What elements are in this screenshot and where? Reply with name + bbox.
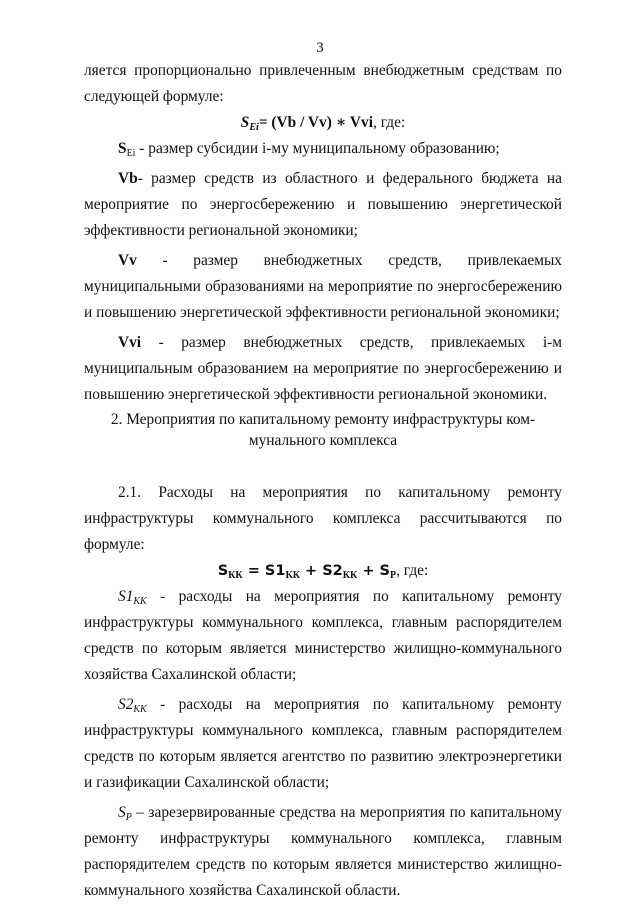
formula-lhs: S bbox=[240, 114, 250, 131]
definition-vb bbox=[84, 166, 562, 244]
section-heading bbox=[84, 409, 562, 451]
formula-expression: = (Vb / Vv) ∗ Vvi bbox=[258, 114, 373, 131]
definition-s1kk bbox=[84, 584, 562, 688]
formula2-lhs: S bbox=[217, 563, 229, 579]
definition-sei bbox=[84, 136, 562, 162]
definition-vv bbox=[84, 248, 562, 326]
definition-term: S bbox=[118, 804, 126, 821]
page-number: 3 bbox=[316, 40, 324, 56]
definition-vvi bbox=[84, 330, 562, 408]
expenses-formula bbox=[84, 558, 562, 584]
definition-term-subscript: КК bbox=[133, 704, 147, 715]
formula2-term1: S1 bbox=[264, 563, 286, 579]
definition-sp bbox=[84, 800, 562, 904]
definition-term: Vv bbox=[118, 252, 137, 269]
definition-text: - размер внебюджетных средств, привлекаемых i-м муниципальным образованием на мероприятие по энергосбережению и повышению энергетической эффективности региональной экономики. bbox=[84, 334, 562, 403]
definition-term-subscript: Ei bbox=[126, 148, 136, 159]
definition-term: S2 bbox=[118, 696, 134, 713]
definition-text: - размер субсидии i-му муниципальному образованию; bbox=[135, 140, 500, 157]
definition-term: Vb bbox=[118, 170, 138, 187]
definition-term: S1 bbox=[118, 588, 134, 605]
section-heading-line1: 2. Мероприятия по капитальному ремонту инфраструктуры ком- bbox=[110, 411, 536, 428]
paragraph-2-1: 2.1. Расходы на мероприятия по капитальному ремонту инфраструктуры коммунального комплекса рассчитываются по формуле: bbox=[84, 484, 562, 553]
formula2-plus2: + S bbox=[357, 563, 390, 579]
formula2-term2: S2 bbox=[322, 563, 343, 579]
subsidy-formula bbox=[84, 110, 562, 136]
formula2-plus1: + bbox=[299, 563, 323, 579]
section-heading-line2: мунального комплекса bbox=[248, 432, 398, 449]
definition-term: S bbox=[118, 140, 127, 157]
formula-tail: , где: bbox=[373, 114, 406, 131]
definition-s2kk bbox=[84, 692, 562, 796]
intro-paragraph: ляется пропорционально привлеченным внебюджетным средствам по следующей формуле: bbox=[84, 62, 562, 105]
definition-term: Vvi bbox=[118, 334, 142, 351]
formula2-term2-subscript: КК bbox=[342, 570, 358, 581]
formula2-term3-subscript: Р bbox=[390, 570, 397, 581]
definition-text: - расходы на мероприятия по капитальному ремонту инфраструктуры коммунального комплекса, главным распорядителем средств по которым является министерство жилищно-коммунального хозяйства Сахалинской области; bbox=[84, 588, 562, 683]
definition-text: - размер внебюджетных средств, привлекаемых муниципальными образованиями на мероприятие по энергосбережению и повышению энергетической эффективности региональной экономики; bbox=[84, 252, 562, 321]
definition-text: - размер средств из областного и федерального бюджета на мероприятие по энергосбережению и повышению энергетической эффективности региональной экономики; bbox=[84, 170, 562, 239]
formula2-eq: = bbox=[242, 563, 265, 579]
definition-term-subscript: КК bbox=[133, 596, 147, 607]
formula2-tail: , где: bbox=[396, 562, 429, 579]
definition-text: – зарезервированные средства на мероприятия по капитальному ремонту инфраструктуры коммунального комплекса, главным распорядителем средств по которым является министерство жилищно-коммунального хозяйства Сахалинской области. bbox=[84, 804, 562, 899]
definition-text: - расходы на мероприятия по капитальному ремонту инфраструктуры коммунального комплекса, главным распорядителем средств по которым является агентство по развитию электроэнергетики и газификации Сахалинской области; bbox=[84, 696, 562, 791]
formula2-term1-subscript: КК bbox=[285, 570, 300, 581]
formula2-lhs-subscript: КК bbox=[228, 570, 243, 581]
page-body bbox=[84, 58, 562, 904]
formula-lhs-subscript: Ei bbox=[249, 122, 259, 133]
definition-term-subscript: Р bbox=[125, 812, 132, 823]
